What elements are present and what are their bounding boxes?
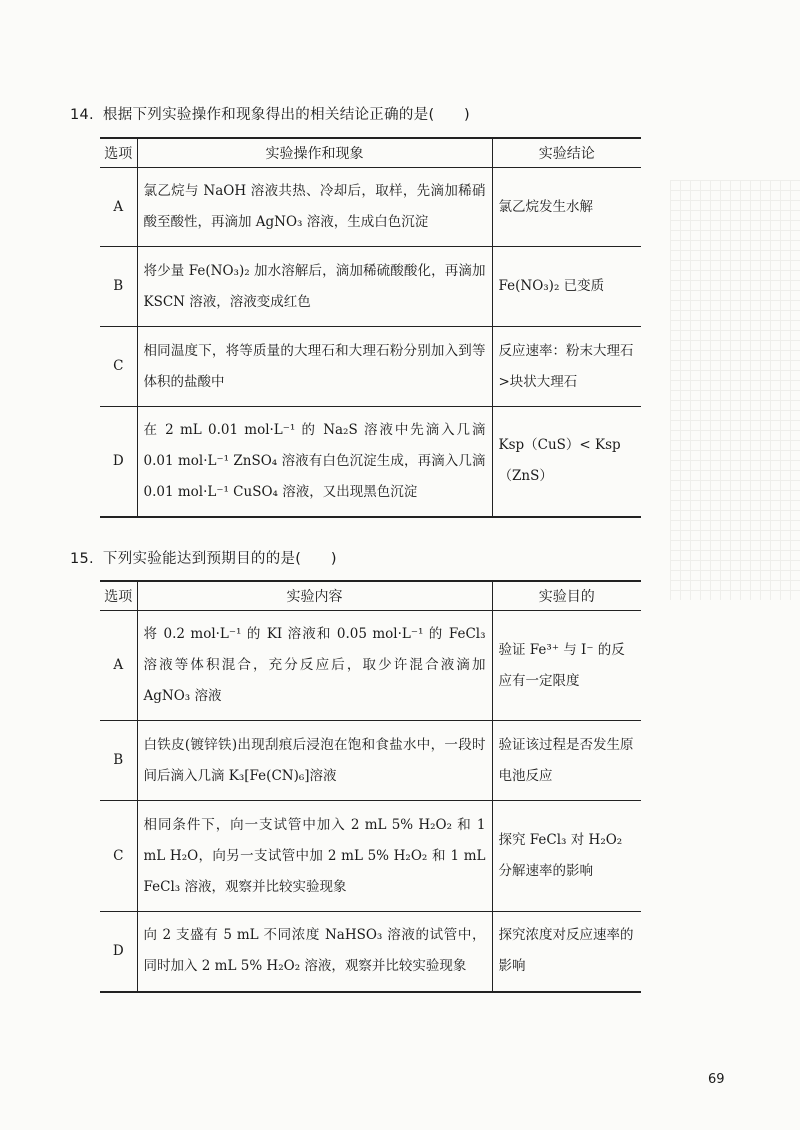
table-row <box>100 721 641 801</box>
table-row <box>100 912 641 992</box>
question-15-table <box>100 580 641 993</box>
row-option: C <box>100 801 137 912</box>
header-content: 实验内容 <box>137 581 492 611</box>
row-conclusion: 氯乙烷发生水解 <box>492 168 641 247</box>
table-header-row <box>100 581 641 611</box>
background-grid <box>670 180 800 600</box>
row-option: C <box>100 327 137 407</box>
question-14-text: 根据下列实验操作和现象得出的相关结论正确的是( ) <box>102 107 471 123</box>
row-option: D <box>100 912 137 992</box>
question-14-number: 14. <box>70 107 94 123</box>
question-15-number: 15. <box>70 551 94 567</box>
row-operation: 向 2 支盛有 5 mL 不同浓度 NaHSO₃ 溶液的试管中，同时加入 2 mL 5% H₂O₂ 溶液，观察并比较实验现象 <box>137 912 492 992</box>
row-conclusion: Fe(NO₃)₂ 已变质 <box>492 247 641 327</box>
question-14-title <box>70 103 470 124</box>
row-operation: 将少量 Fe(NO₃)₂ 加水溶解后，滴加稀硫酸酸化，再滴加 KSCN 溶液，溶液变成红色 <box>137 247 492 327</box>
header-operation: 实验操作和现象 <box>137 138 492 168</box>
row-operation: 将 0.2 mol·L⁻¹ 的 KI 溶液和 0.05 mol·L⁻¹ 的 FeCl₃ 溶液等体积混合，充分反应后，取少许混合液滴加 AgNO₃ 溶液 <box>137 611 492 721</box>
row-operation: 相同条件下，向一支试管中加入 2 mL 5% H₂O₂ 和 1 mL H₂O，向另一支试管中加 2 mL 5% H₂O₂ 和 1 mL FeCl₃ 溶液，观察并比较实验现象 <box>137 801 492 912</box>
row-purpose: 探究 FeCl₃ 对 H₂O₂ 分解速率的影响 <box>492 801 641 912</box>
row-option: B <box>100 247 137 327</box>
row-purpose: 验证 Fe³⁺ 与 I⁻ 的反应有一定限度 <box>492 611 641 721</box>
row-option: A <box>113 198 124 215</box>
page-number: 69 <box>708 1072 725 1087</box>
row-option: D <box>100 407 137 517</box>
row-option: A <box>113 657 124 673</box>
question-15-text: 下列实验能达到预期目的的是( ) <box>102 551 337 567</box>
table-row <box>100 327 641 407</box>
row-operation: 相同温度下，将等质量的大理石和大理石粉分别加入到等体积的盐酸中 <box>137 327 492 407</box>
header-option: 选项 <box>100 138 137 168</box>
row-operation: 白铁皮(镀锌铁)出现刮痕后浸泡在饱和食盐水中，一段时间后滴入几滴 K₃[Fe(CN)₆]溶液 <box>137 721 492 801</box>
question-14-table <box>100 137 641 518</box>
header-purpose: 实验目的 <box>492 581 641 611</box>
header-option: 选项 <box>100 581 137 611</box>
table-row <box>100 801 641 912</box>
table-row <box>100 407 641 517</box>
row-operation: 氯乙烷与 NaOH 溶液共热、冷却后，取样，先滴加稀硝酸至酸性，再滴加 AgNO₃ 溶液，生成白色沉淀 <box>137 168 492 247</box>
table-row <box>100 247 641 327</box>
row-purpose: 验证该过程是否发生原电池反应 <box>492 721 641 801</box>
row-conclusion: 反应速率：粉末大理石>块状大理石 <box>492 327 641 407</box>
row-option: B <box>100 721 137 801</box>
table-row <box>100 611 641 721</box>
row-purpose: 探究浓度对反应速率的影响 <box>492 912 641 992</box>
table-header-row <box>100 138 641 168</box>
row-operation: 在 2 mL 0.01 mol·L⁻¹ 的 Na₂S 溶液中先滴入几滴 0.01 mol·L⁻¹ ZnSO₄ 溶液有白色沉淀生成，再滴入几滴 0.01 mol·L⁻¹ CuSO₄ 溶液，又出现黑色沉淀 <box>137 407 492 517</box>
header-conclusion: 实验结论 <box>492 138 641 168</box>
table-row <box>100 168 641 247</box>
row-conclusion: Ksp（CuS）< Ksp（ZnS） <box>492 407 641 517</box>
question-15-title <box>70 547 337 568</box>
